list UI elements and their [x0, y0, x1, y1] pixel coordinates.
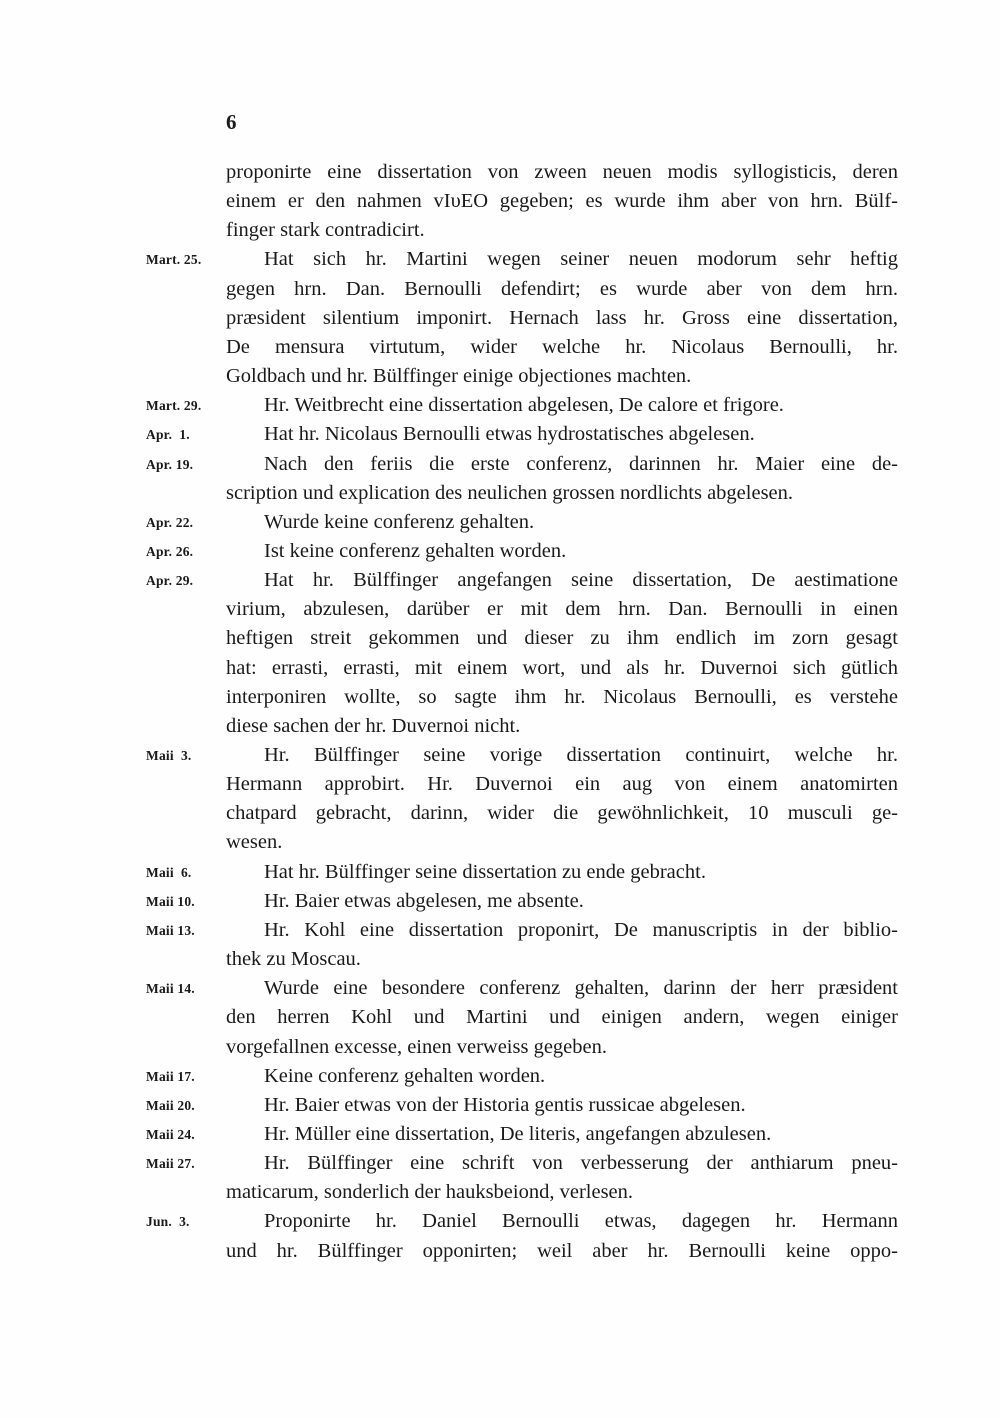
text-line: vorgefallnen excesse, einen verweiss gegeben. [226, 1035, 607, 1058]
entry-date: Apr. 22. [146, 514, 194, 530]
entry-date: Maii 24. [146, 1126, 195, 1142]
text-line: Goldbach und hr. Bülffinger einige objectiones machten. [226, 365, 692, 388]
text-line: interponiren wollte, so sagte ihm hr. Nicolaus Bernoulli, es verstehe [226, 685, 898, 708]
entry-date: Maii 10. [146, 893, 195, 909]
entry-date: Mart. 29. [146, 398, 202, 414]
entry-date: Jun. 3. [146, 1214, 190, 1230]
text-line: Wurde eine besondere conferenz gehalten, darinn der herr præsident [264, 977, 898, 1000]
text-line: virium, abzulesen, darüber er mit dem hrn. Dan. Bernoulli in einen [226, 598, 898, 621]
entry-date: Apr. 29. [146, 573, 194, 589]
text-line: De mensura virtutum, wider welche hr. Nicolaus Bernoulli, hr. [226, 335, 898, 358]
entry-date: Maii 20. [146, 1097, 195, 1113]
text-line: Hr. Bülffinger seine vorige dissertation continuirt, welche hr. [264, 744, 898, 766]
entry-date: Maii 3. [146, 748, 192, 763]
text-line: proponirte eine dissertation von zween neuen modis syllogisticis, deren [226, 161, 898, 183]
text-line: den herren Kohl und Martini und einigen andern, wegen einiger [226, 1006, 898, 1029]
text-line: wesen. [226, 831, 283, 854]
text-line: Hat sich hr. Martini wegen seiner neuen modorum sehr heftig [264, 248, 898, 271]
text-line: Proponirte hr. Daniel Bernoulli etwas, dagegen hr. Hermann [264, 1210, 898, 1233]
text-line: Ist keine conferenz gehalten worden. [264, 539, 567, 562]
text-line: Hat hr. Bülffinger angefangen seine dissertation, De aestimatione [264, 569, 898, 592]
text-line: chatpard gebracht, darinn, wider die gewöhnlichkeit, 10 musculi ge- [226, 802, 898, 825]
entry-date: Maii 13. [146, 922, 195, 938]
entry-date: Mart. 25. [146, 252, 202, 268]
text-line: Hr. Baier etwas von der Historia gentis russicae abgelesen. [264, 1093, 746, 1116]
text-line: gegen hrn. Dan. Bernoulli defendirt; es wurde aber von dem hrn. [226, 277, 898, 300]
text-line: Hr. Weitbrecht eine dissertation abgelesen, De calore et frigore. [264, 394, 784, 417]
page-number: 6 [226, 110, 237, 134]
text-line: einem er den nahmen vIυEO gegeben; es wurde ihm aber von hrn. Bülf- [226, 190, 898, 213]
text-line: diese sachen der hr. Duvernoi nicht. [226, 714, 521, 737]
text-line: und hr. Bülffinger opponirten; weil aber hr. Bernoulli keine oppo- [226, 1239, 898, 1262]
text-line: Hr. Kohl eine dissertation proponirt, De manuscriptis in der biblio- [264, 918, 898, 941]
entry-date: Maii 17. [146, 1068, 195, 1084]
text-line: Hermann approbirt. Hr. Duvernoi ein aug von einem anatomirten [226, 773, 898, 796]
text-line: præsident silentium imponirt. Hernach lass hr. Gross eine dissertation, [226, 306, 898, 329]
text-line: Hat hr. Bülffinger seine dissertation zu ende gebracht. [264, 860, 706, 883]
text-line: Keine conferenz gehalten worden. [264, 1064, 546, 1087]
text-line: scription und explication des neulichen grossen nordlichts abgelesen. [226, 481, 794, 504]
text-line: heftigen streit gekommen und dieser zu ihm endlich im zorn gesagt [226, 627, 898, 650]
entry-date: Maii 14. [146, 981, 195, 997]
text-line: thek zu Moscau. [226, 948, 361, 971]
text-line: Hr. Bülffinger eine schrift von verbesserung der anthiarum pneu- [264, 1152, 898, 1175]
text-line: Wurde keine conferenz gehalten. [264, 510, 535, 533]
text-line: Nach den feriis die erste conferenz, darinnen hr. Maier eine de- [264, 452, 898, 475]
text-line: Hr. Müller eine dissertation, De literis, angefangen abzulesen. [264, 1122, 772, 1145]
text-line: finger stark contradicirt. [226, 219, 425, 242]
entry-date: Maii 27. [146, 1156, 195, 1172]
text-line: maticarum, sonderlich der hauksbeiond, verlesen. [226, 1181, 634, 1204]
entry-date: Maii 6. [146, 864, 192, 880]
text-line: hat: errasti, errasti, mit einem wort, und als hr. Duvernoi sich gütlich [226, 656, 898, 679]
entry-date: Apr. 26. [146, 543, 194, 559]
entry-date: Apr. 1. [146, 427, 190, 443]
entry-date: Apr. 19. [146, 456, 194, 472]
text-line: Hr. Baier etwas abgelesen, me absente. [264, 889, 584, 912]
text-line: Hat hr. Nicolaus Bernoulli etwas hydrostatisches abgelesen. [264, 423, 755, 446]
